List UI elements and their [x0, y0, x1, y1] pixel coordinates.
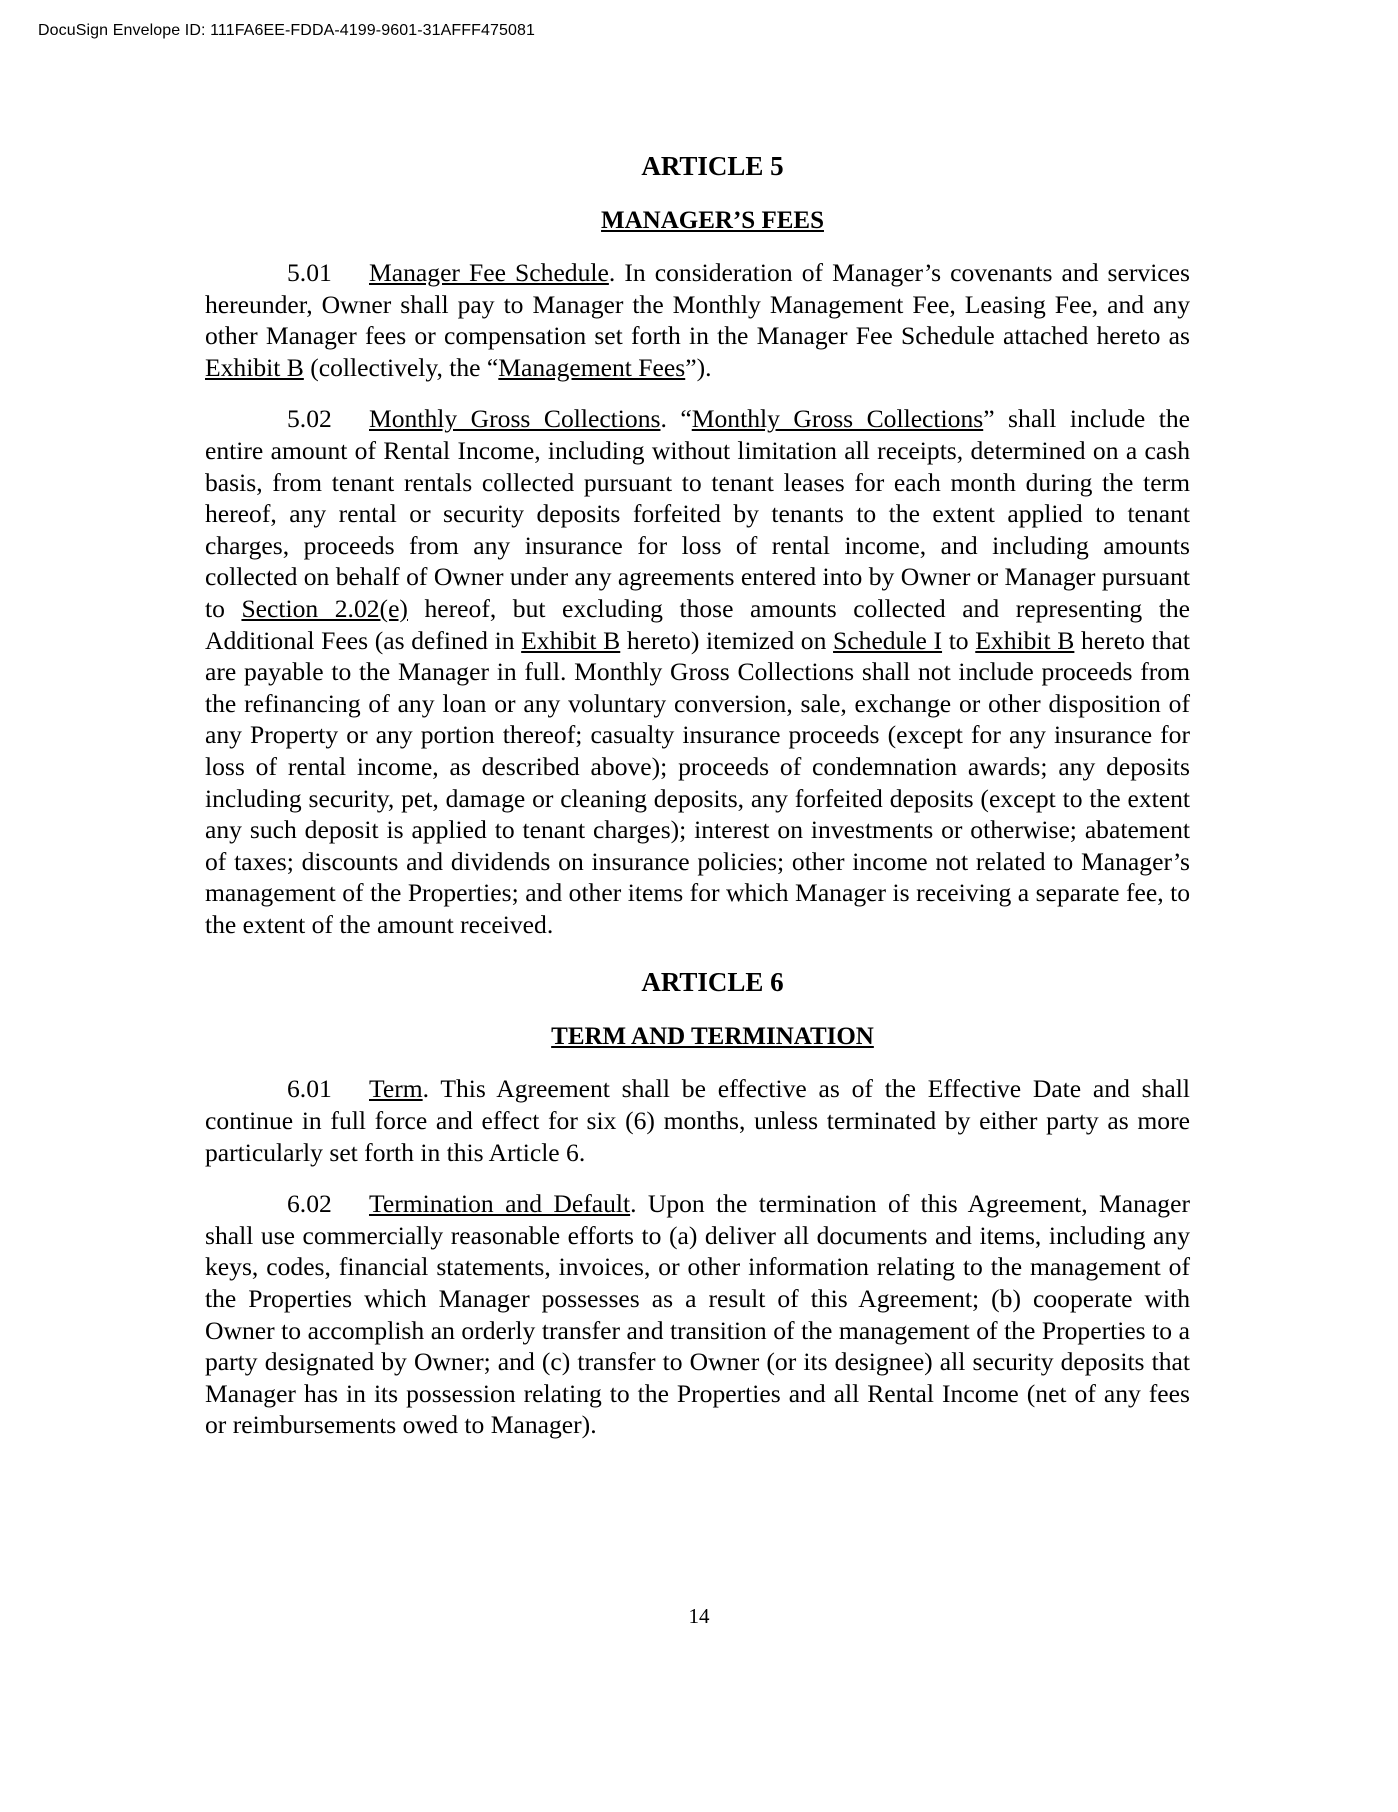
page-number: 14 [688, 1604, 710, 1628]
exhibit-reference: Exhibit B [975, 625, 1075, 655]
section-reference: Section 2.02(e) [241, 593, 408, 623]
exhibit-reference: Exhibit B [521, 625, 621, 655]
schedule-reference: Schedule I [833, 625, 943, 655]
article-5-subheading: MANAGER’S FEES [601, 207, 824, 234]
section-title: Termination and Default [369, 1189, 631, 1219]
document-page [205, 150, 1190, 1441]
defined-term: Monthly Gross Collections [691, 404, 984, 434]
section-title: Manager Fee Schedule [369, 258, 609, 287]
section-5-01: 5.01 Manager Fee Schedule. In consideration of Manager’s covenants and services hereunder, Owner shall pay to Manager the Monthly Management Fee, Leasing Fee, and any other Manager fees or compensation set forth in the Manager Fee Schedule attached hereto as Exhibit B (collectively, the “Management Fees”). [205, 258, 1190, 382]
section-number: 6.02 [287, 1189, 332, 1219]
section-title: Term [369, 1074, 423, 1104]
section-number: 6.01 [287, 1074, 332, 1104]
article-6-subheading: TERM AND TERMINATION [551, 1023, 874, 1051]
section-5-02: 5.02 Monthly Gross Collections. “Monthly Gross Collections” shall include the entire amount of Rental Income, including without limitation all receipts, determined on a cash basis, from tenant rentals collected pursuant to tenant leases for each month during the term hereof, any rental or security deposits forfeited by tenants to the extent applied to tenant charges, proceeds from any insurance for loss of rental income, and including amounts collected on behalf of Owner under any agreements entered into by Owner or Manager pursuant to Section 2.02(e) hereof, but excluding those amounts collected and representing the Additional Fees (as defined in Exhibit B hereto) itemized on Schedule I to Exhibit B hereto that are payable to the Manager in full. Monthly Gross Collections shall not include proceeds from the refinancing of any loan or any voluntary conversion, sale, exchange or other disposition of any Property or any portion thereof; casualty insurance proceeds (except for any insurance for loss of rental income, as described above); proceeds of condemnation awards; any deposits including security, pet, damage or cleaning deposits, any forfeited deposits (except to the extent any such deposit is applied to tenant charges); interest on investments or otherwise; abatement of taxes; discounts and dividends on insurance policies; other income not related to Manager’s management of the Properties; and other items for which Manager is receiving a separate fee, to the extent of the amount received. [205, 404, 1190, 939]
section-title: Monthly Gross Collections [369, 404, 661, 434]
section-number: 5.02 [287, 404, 332, 434]
defined-term: Management Fees [498, 352, 686, 382]
section-6-01: 6.01 Term. This Agreement shall be effective as of the Effective Date and shall continue in full force and effect for six (6) months, unless terminated by either party as more particularly set forth in this Article 6. [205, 1074, 1190, 1167]
article-6-heading: ARTICLE 6 [641, 967, 784, 998]
docusign-envelope-id: DocuSign Envelope ID: 111FA6EE-FDDA-4199-9601-31AFFF475081 [38, 22, 536, 39]
exhibit-reference: Exhibit B [205, 352, 304, 382]
section-6-02: 6.02 Termination and Default. Upon the termination of this Agreement, Manager shall use commercially reasonable efforts to (a) deliver all documents and items, including any keys, codes, financial statements, invoices, or other information relating to the management of the Properties which Manager possesses as a result of this Agreement; (b) cooperate with Owner to accomplish an orderly transfer and transition of the management of the Properties to a party designated by Owner; and (c) transfer to Owner (or its designee) all security deposits that Manager has in its possession relating to the Properties and all Rental Income (net of any fees or reimbursements owed to Manager). [205, 1189, 1190, 1440]
section-number: 5.01 [287, 258, 332, 287]
article-5-heading: ARTICLE 5 [641, 151, 784, 181]
